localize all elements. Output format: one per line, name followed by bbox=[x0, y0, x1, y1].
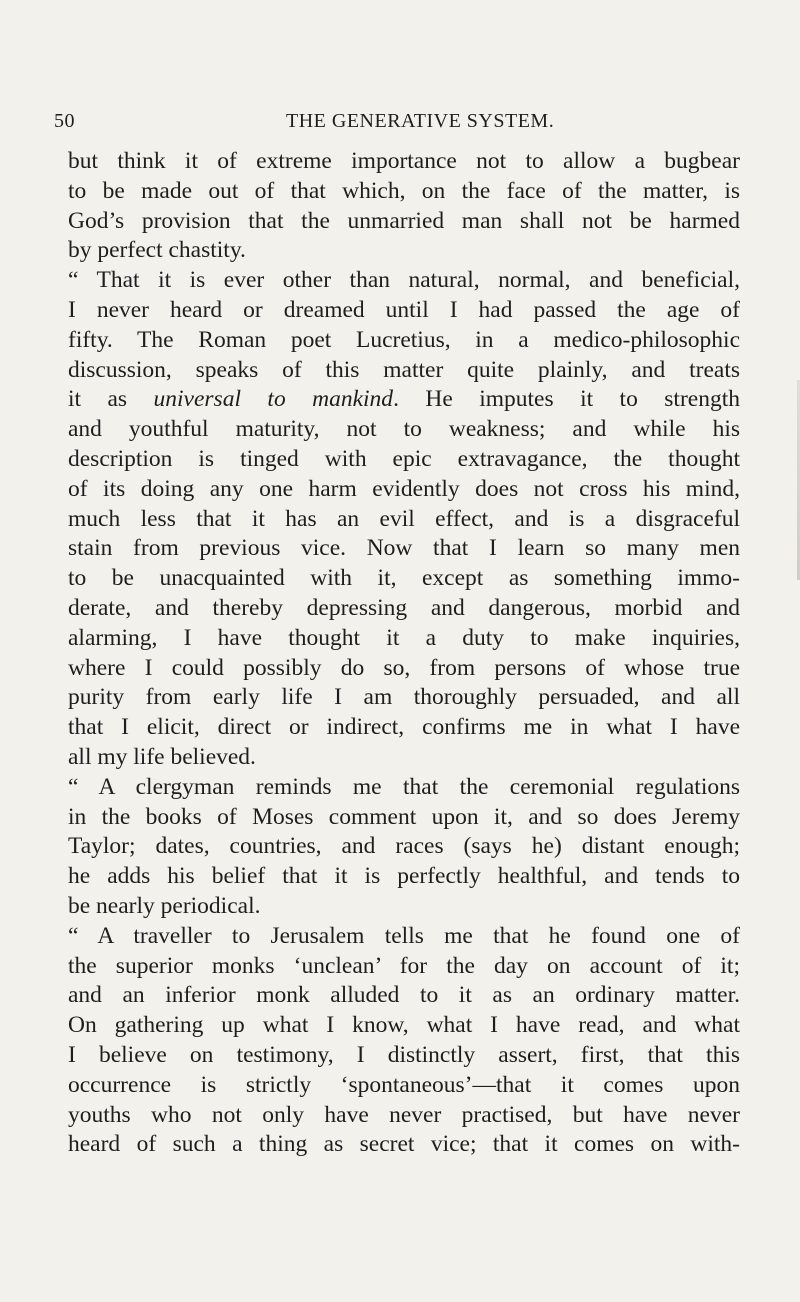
text-line: I believe on testimony, I distinctly assert, first, that this bbox=[68, 1041, 740, 1068]
text-line: Taylor; dates, countries, and races (says he) distant enough; bbox=[68, 833, 740, 860]
text-line: he adds his belief that it is perfectly healthful, and tends to bbox=[68, 863, 740, 890]
text-line: youths who not only have never practised, but have never bbox=[68, 1101, 740, 1128]
text-line: that I elicit, direct or indirect, confirms me in what I have bbox=[68, 714, 740, 741]
text-line: and an inferior monk alluded to it as an ordinary matter. bbox=[68, 982, 740, 1009]
text-line: purity from early life I am thoroughly persuaded, and all bbox=[68, 684, 740, 711]
page-number: 50 bbox=[54, 110, 75, 132]
text-line: description is tinged with epic extravagance, the thought bbox=[68, 445, 740, 472]
text-line: “ A traveller to Jerusalem tells me that he found one of bbox=[68, 922, 740, 949]
text-line: the superior monks ‘unclean’ for the day on account of it; bbox=[68, 952, 740, 979]
text-line: be nearly periodical. bbox=[68, 892, 261, 919]
text-segment: it as bbox=[68, 386, 154, 413]
text-line: “ A clergyman reminds me that the ceremonial regulations bbox=[68, 773, 740, 800]
text-segment: . He imputes it to strength bbox=[393, 386, 740, 413]
text-line: heard of such a thing as secret vice; that it comes on with- bbox=[68, 1131, 740, 1158]
page-header bbox=[54, 104, 740, 134]
italic-phrase: universal to mankind bbox=[153, 386, 394, 413]
text-line: all my life believed. bbox=[68, 743, 256, 770]
text-line: where I could possibly do so, from persons of whose true bbox=[68, 654, 740, 681]
text-line: I never heard or dreamed until I had passed the age of bbox=[68, 296, 740, 323]
text-line: discussion, speaks of this matter quite plainly, and treats bbox=[68, 356, 740, 383]
running-title: THE GENERATIVE SYSTEM. bbox=[286, 110, 555, 132]
text-line: alarming, I have thought it a duty to make inquiries, bbox=[68, 624, 740, 651]
text-line: God’s provision that the unmarried man shall not be harmed bbox=[68, 207, 740, 234]
text-line: derate, and thereby depressing and dangerous, morbid and bbox=[68, 594, 740, 621]
text-line: “ That it is ever other than natural, normal, and beneficial, bbox=[68, 267, 740, 294]
text-line: by perfect chastity. bbox=[68, 237, 246, 264]
text-line: and youthful maturity, not to weakness; and while his bbox=[68, 416, 740, 443]
text-line: much less that it has an evil effect, and is a disgraceful bbox=[68, 505, 740, 532]
text-line: to be made out of that which, on the face of the matter, is bbox=[68, 177, 740, 204]
text-line: stain from previous vice. Now that I learn so many men bbox=[68, 535, 740, 562]
text-line: On gathering up what I know, what I have read, and what bbox=[68, 1012, 740, 1039]
text-line: in the books of Moses comment upon it, and so does Jeremy bbox=[68, 803, 740, 830]
body-text bbox=[68, 147, 740, 1160]
text-line: to be unacquainted with it, except as something immo- bbox=[68, 565, 740, 592]
text-line: of its doing any one harm evidently does not cross his mind, bbox=[68, 475, 740, 502]
text-line: but think it of extreme importance not to allow a bugbear bbox=[68, 148, 740, 174]
text-line: fifty. The Roman poet Lucretius, in a medico-philosophic bbox=[68, 326, 740, 353]
text-line-mixed bbox=[68, 385, 740, 415]
text-line: occurrence is strictly ‘spontaneous’—that it comes upon bbox=[68, 1071, 740, 1098]
